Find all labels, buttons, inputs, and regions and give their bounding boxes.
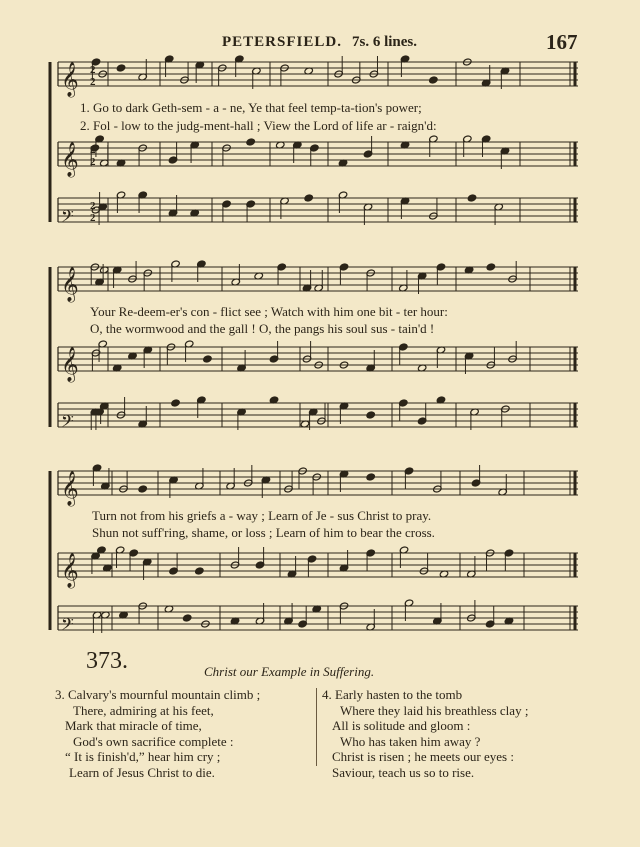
verse-line: Where they laid his breathless clay ; <box>340 702 529 718</box>
time-signature-numerator: 2 <box>90 200 96 212</box>
verse-line: “ It is finish'd,” hear him cry ; <box>65 749 221 764</box>
treble-clef-icon: 𝄞 <box>61 62 79 97</box>
hymn-number: 373. <box>86 648 128 674</box>
verse-line: 3. Calvary's mournful mountain climb ; <box>55 687 261 702</box>
verse-line: God's own sacrifice complete : <box>73 733 234 749</box>
verse-line: There, admiring at his feet, <box>73 702 214 718</box>
stanza-4 <box>322 687 528 780</box>
note-head <box>171 399 180 407</box>
lyric-line: Turn not from his griefs a - way ; Learn of Je - sus Christ to pray. <box>92 508 432 523</box>
bass-clef-icon: 𝄢 <box>61 206 74 230</box>
time-signature-numerator: 2 <box>90 64 96 76</box>
page-number: 167 <box>546 30 578 54</box>
stanza-3 <box>55 687 260 780</box>
verse-line: Learn of Jesus Christ to die. <box>69 764 215 780</box>
note-head <box>467 194 476 202</box>
treble-clef-icon: 𝄞 <box>61 142 79 177</box>
note-head <box>246 138 255 146</box>
time-signature-denominator: 2 <box>90 156 96 168</box>
time-signature-denominator: 2 <box>90 212 96 224</box>
time-signature-numerator: 2 <box>90 144 96 156</box>
lyric-line: Shun not suff'ring, shame, or loss ; Learn of him to bear the cross. <box>92 525 435 540</box>
lyric-line: 1. Go to dark Geth-sem - a - ne, Ye that feel temp-ta-tion's power; <box>80 100 422 115</box>
treble-clef-icon: 𝄞 <box>61 267 79 302</box>
note-head <box>116 64 125 72</box>
column-divider <box>316 688 317 766</box>
tune-title: PETERSFIELD. <box>222 34 342 50</box>
verse-line: Who has taken him away ? <box>340 733 481 749</box>
note-head <box>366 411 375 419</box>
treble-clef-icon: 𝄞 <box>61 347 79 382</box>
hymn-caption: Christ our Example in Suffering. <box>204 664 375 679</box>
verse-line: All is solitude and gloom : <box>332 718 471 733</box>
tune-meter: 7s. 6 lines. <box>352 34 418 50</box>
treble-clef-icon: 𝄞 <box>61 553 79 588</box>
verse-line: Saviour, teach us so to rise. <box>332 764 475 780</box>
verse-line: Mark that miracle of time, <box>65 718 202 733</box>
lyric-line: Your Re-deem-er's con - flict see ; Watch with him one bit - ter hour: <box>90 304 448 319</box>
time-signature-denominator: 2 <box>90 76 96 88</box>
note-head <box>182 614 191 622</box>
verse-line: 4. Early hasten to the tomb <box>322 687 463 702</box>
note-head <box>138 485 147 493</box>
bass-clef-icon: 𝄢 <box>61 614 74 638</box>
note-head <box>366 473 375 481</box>
note-head <box>429 76 438 84</box>
note-head <box>486 263 495 271</box>
note-head <box>203 355 212 363</box>
lyric-line: O, the wormwood and the gall ! O, the pangs his soul sus - tain'd ! <box>90 321 435 336</box>
lyric-line: 2. Fol - low to the judg-ment-hall ; View the Lord of life ar - raign'd: <box>80 118 437 133</box>
bass-clef-icon: 𝄢 <box>61 411 74 435</box>
treble-clef-icon: 𝄞 <box>61 471 79 506</box>
note-head <box>195 567 204 575</box>
note-head <box>304 194 313 202</box>
verse-line: Christ is risen ; he meets our eyes : <box>332 749 514 764</box>
